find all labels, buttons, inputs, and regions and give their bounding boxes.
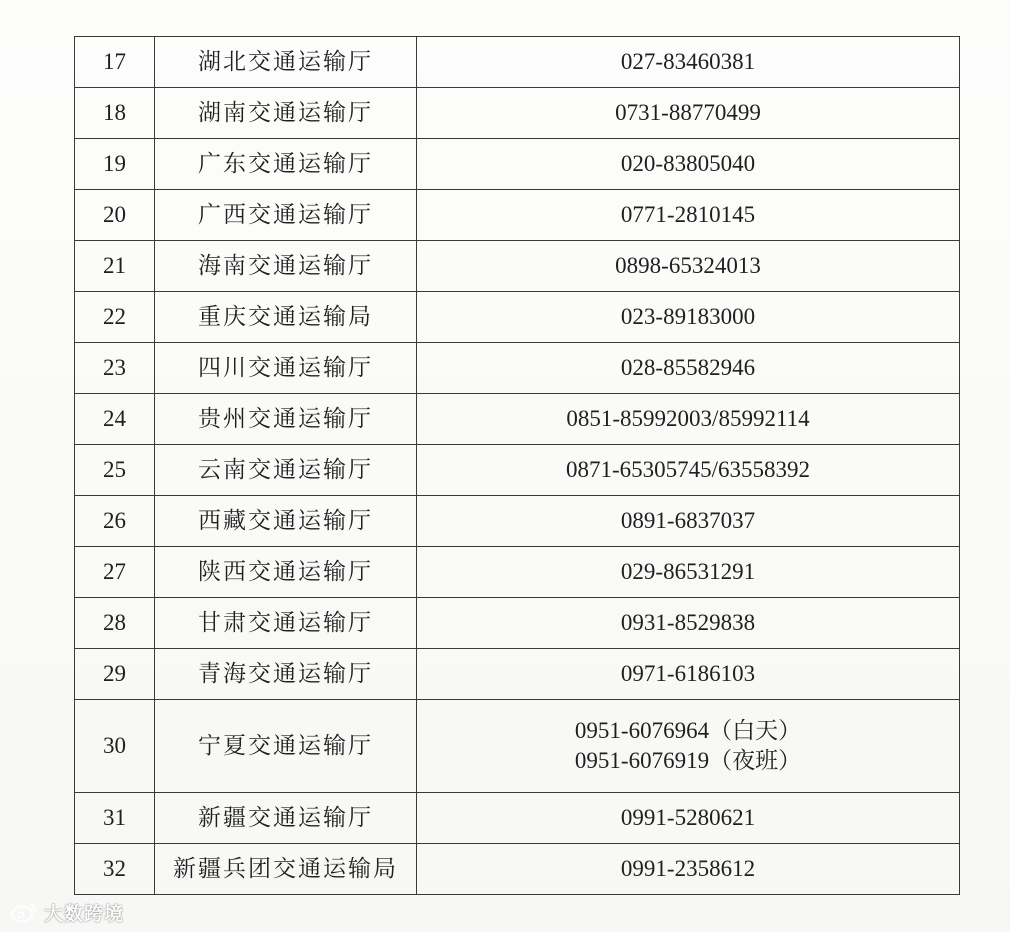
row-number: 32 (75, 844, 155, 895)
department-name: 陕西交通运输厅 (155, 547, 417, 598)
phone-number: 0871-65305745/63558392 (565, 457, 811, 482)
phone-number: 029-86531291 (620, 559, 756, 584)
department-name: 湖南交通运输厅 (155, 88, 417, 139)
contact-table-body (75, 37, 960, 895)
phone-number: 0991-5280621 (620, 805, 756, 830)
department-name: 青海交通运输厅 (155, 649, 417, 700)
table-row (75, 139, 960, 190)
phone-number: 0931-8529838 (620, 610, 756, 635)
row-number: 30 (75, 700, 155, 793)
phone-number: 0731-88770499 (615, 100, 761, 125)
row-number: 26 (75, 496, 155, 547)
phone-number: 0991-2358612 (620, 856, 756, 881)
row-number: 31 (75, 793, 155, 844)
phone-cell (417, 190, 960, 241)
watermark (10, 898, 124, 926)
phone-cell (417, 139, 960, 190)
row-number: 20 (75, 190, 155, 241)
phone-cell (417, 496, 960, 547)
row-number: 22 (75, 292, 155, 343)
phone-number: 0951-6076919（夜班） (574, 748, 802, 773)
watermark-text: 大数跨境 (44, 902, 125, 925)
department-name: 海南交通运输厅 (155, 241, 417, 292)
table-row (75, 190, 960, 241)
contact-table (74, 36, 960, 895)
phone-cell (417, 241, 960, 292)
phone-number: 0891-6837037 (620, 508, 756, 533)
table-row (75, 445, 960, 496)
phone-number: 0771-2810145 (620, 202, 756, 227)
department-name: 西藏交通运输厅 (155, 496, 417, 547)
department-name: 云南交通运输厅 (155, 445, 417, 496)
phone-number: 0971-6186103 (620, 661, 756, 686)
phone-cell (417, 598, 960, 649)
phone-cell (417, 700, 960, 793)
phone-number: 0898-65324013 (615, 253, 761, 278)
row-number: 24 (75, 394, 155, 445)
row-number: 18 (75, 88, 155, 139)
department-name: 广西交通运输厅 (155, 190, 417, 241)
phone-number: 023-89183000 (620, 304, 756, 329)
phone-cell (417, 547, 960, 598)
department-name: 甘肃交通运输厅 (155, 598, 417, 649)
department-name: 宁夏交通运输厅 (155, 700, 417, 793)
phone-cell (417, 445, 960, 496)
table-row (75, 37, 960, 88)
phone-number: 028-85582946 (620, 355, 756, 380)
phone-cell (417, 844, 960, 895)
table-row (75, 844, 960, 895)
row-number: 19 (75, 139, 155, 190)
phone-cell (417, 88, 960, 139)
table-row (75, 241, 960, 292)
table-row (75, 793, 960, 844)
department-name: 四川交通运输厅 (155, 343, 417, 394)
phone-cell (417, 343, 960, 394)
phone-cell (417, 649, 960, 700)
table-row (75, 598, 960, 649)
row-number: 29 (75, 649, 155, 700)
department-name: 贵州交通运输厅 (155, 394, 417, 445)
phone-cell (417, 793, 960, 844)
table-row (75, 292, 960, 343)
row-number: 25 (75, 445, 155, 496)
phone-cell (417, 292, 960, 343)
table-row (75, 700, 960, 793)
department-name: 重庆交通运输局 (155, 292, 417, 343)
department-name: 新疆交通运输厅 (155, 793, 417, 844)
table-row (75, 649, 960, 700)
table-row (75, 88, 960, 139)
phone-number: 027-83460381 (620, 49, 756, 74)
phone-cell (417, 37, 960, 88)
row-number: 27 (75, 547, 155, 598)
department-name: 广东交通运输厅 (155, 139, 417, 190)
row-number: 17 (75, 37, 155, 88)
phone-number: 020-83805040 (620, 151, 756, 176)
table-row (75, 394, 960, 445)
table-row (75, 496, 960, 547)
row-number: 21 (75, 241, 155, 292)
department-name: 湖北交通运输厅 (155, 37, 417, 88)
phone-number: 0851-85992003/85992114 (566, 406, 810, 431)
row-number: 23 (75, 343, 155, 394)
department-name: 新疆兵团交通运输局 (155, 844, 417, 895)
weibo-logo-icon (10, 901, 38, 923)
row-number: 28 (75, 598, 155, 649)
phone-number: 0951-6076964（白天） (574, 718, 802, 743)
table-row (75, 547, 960, 598)
phone-cell (417, 394, 960, 445)
table-row (75, 343, 960, 394)
